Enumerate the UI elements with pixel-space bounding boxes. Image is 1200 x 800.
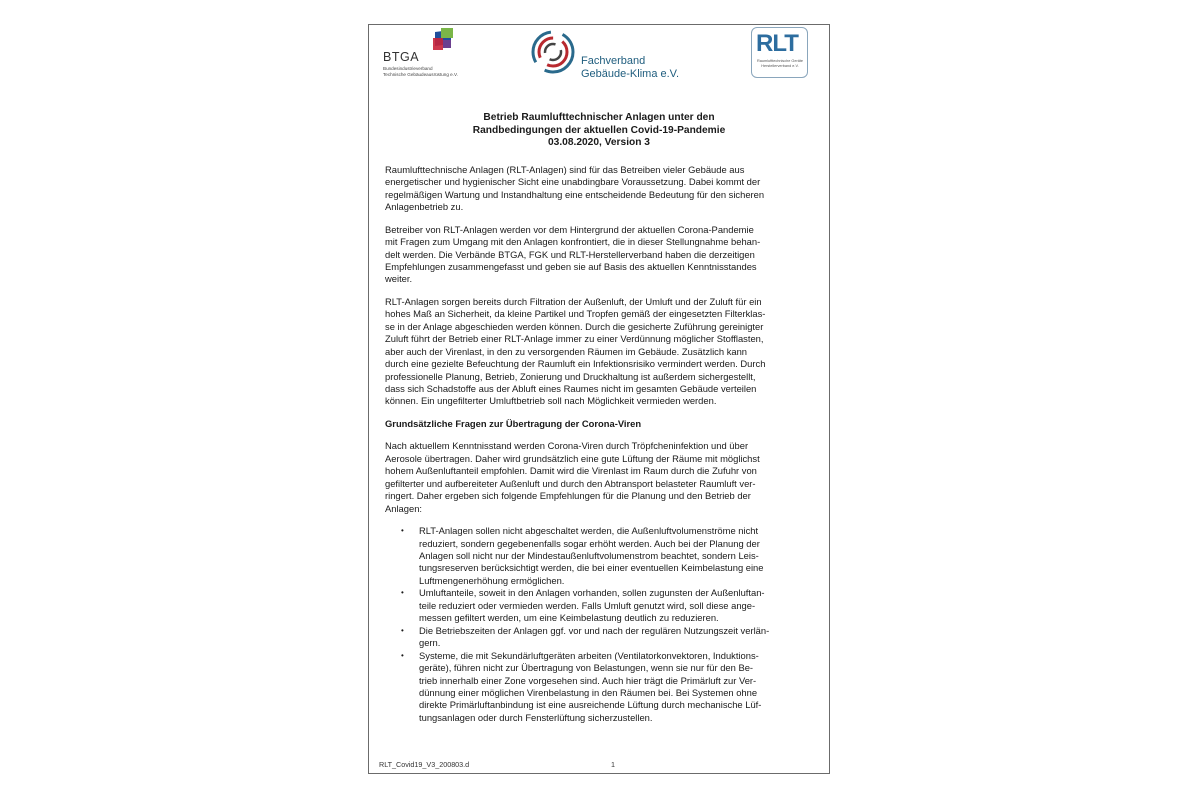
bullet-icon: • (401, 625, 404, 635)
text-line: mit Fragen zum Umgang mit den Anlagen konfrontiert, die in dieser Stellungnahme behan- (385, 236, 761, 248)
text-line: Betreiber von RLT-Anlagen werden vor dem Hintergrund der aktuellen Corona-Pandemie (385, 223, 754, 235)
text-line: Aerosole übertragen. Daher wird grundsätzlich eine gute Lüftung der Räume mit möglichst (385, 452, 760, 464)
text-line: professionelle Planung, Betrieb, Zonierung und Druckhaltung ist außerdem sichergestellt, (385, 370, 756, 382)
text-line: direkte Primärluftanbindung ist eine ausreichende Lüftung durch mechanische Lüf- (419, 699, 762, 711)
text-line: ringert. Daher ergeben sich folgende Empfehlungen für die Planung und den Betrieb der (385, 490, 751, 502)
text-line: Raumlufttechnische Anlagen (RLT-Anlagen) sind für das Betreiben vieler Gebäude aus (385, 163, 745, 175)
text-line: hohem Außenluftanteil empfohlen. Damit wird die Virenlast im Raum durch die Zufuhr von (385, 465, 757, 477)
text-line: Nach aktuellem Kenntnisstand werden Corona-Viren durch Tröpfcheninfektion und über (385, 440, 749, 452)
document-page (368, 24, 830, 774)
paragraph-transmission (385, 440, 813, 515)
fgk-name (581, 55, 679, 81)
btga-subtitle-line: Technische Gebäudeausrüstung e.V. (383, 71, 458, 77)
text-line: se in der Anlage abgeschieden werden können. Durch die gesicherte Zuführung gereinigter (385, 320, 764, 332)
fgk-swirl-icon (529, 27, 577, 77)
text-line: RLT-Anlagen sollen nicht abgeschaltet werden, die Außenluftvolumenströme nicht (419, 525, 759, 537)
text-line: Die Betriebszeiten der Anlagen ggf. vor und nach der regulären Nutzungszeit verlän- (419, 624, 770, 636)
text-line: trieb innerhalb einer Zone vorgesehen sind. Auch hier trägt die Primärluft zur Ver- (419, 674, 757, 686)
text-line: reduziert, sondern gegebenenfalls sogar erhöht werden. Auch bei der Planung der (419, 537, 760, 549)
text-line: gefilterter und aufbereiteter Außenluft und durch den Abtransport belasteter Raumluft ver- (385, 477, 756, 489)
text-line: geräte), führen nicht zur Übertragung von Belastungen, wenn sie nur für den Be- (419, 662, 754, 674)
btga-subtitle-line: Bundesindustrieverband (383, 66, 433, 71)
text-line: Anlagen: (385, 502, 423, 514)
logo-header (369, 25, 829, 95)
rlt-subtitle-line: Raumlufttechnische Geräte (756, 59, 803, 63)
rlt-logo (751, 27, 808, 78)
list-item (385, 587, 813, 624)
title-line: Betrieb Raumlufttechnischer Anlagen unter den (483, 112, 715, 123)
text-line: Anlagen soll nicht nur der Mindestaußenluftvolumenstrom beachtet, sondern Leis- (419, 550, 759, 562)
paragraph-intro (385, 164, 813, 214)
list-item (385, 525, 813, 587)
text-line: weiter. (385, 273, 413, 285)
text-line: tungsanlagen oder durch Fensterlüftung sicherzustellen. (419, 711, 653, 723)
bullet-icon: • (401, 650, 404, 660)
bullet-icon: • (401, 588, 404, 598)
text-line: durch eine gezielte Befeuchtung der Raumluft ein Infektionsrisiko vermindert werden. Durch (385, 358, 766, 370)
text-line: dass sich Schadstoffe aus der Abluft eines Raumes nicht im gesamten Gebäude verteilen (385, 383, 757, 395)
fgk-name-line2: Gebäude-Klima e.V. (581, 68, 680, 80)
text-line: energetischer und hygienischer Sicht eine unabdingbare Voraussetzung. Dabei kommt der (385, 176, 761, 188)
rlt-subtitle-line: Herstellerverband e.V. (761, 64, 799, 68)
section-heading: Grundsätzliche Fragen zur Übertragung der Corona-Viren (385, 417, 642, 429)
text-line: delt werden. Die Verbände BTGA, FGK und RLT-Herstellerverband haben die derzeitigen (385, 248, 755, 260)
text-line: dünnung einer möglichen Virenbelastung in den Räumen bei. Bei Systemen ohne (419, 687, 758, 698)
title-date-version: 03.08.2020, Version 3 (548, 137, 650, 149)
bullet-icon: • (401, 526, 404, 536)
btga-logo (383, 28, 493, 86)
fgk-logo (529, 27, 709, 83)
text-line: Zuluft führt der Betrieb einer RLT-Anlage immer zu einer Verdünnung möglicher Stofflasten, (385, 333, 764, 345)
text-line: aber auch der Virenlast, in den zu versorgenden Räumen im Gebäude. Zusätzlich kann (385, 345, 748, 357)
text-line: messen gefiltert werden, um eine Keimbelastung deutlich zu reduzieren. (419, 612, 719, 624)
text-line: Luftmengenerhöhung ermöglichen. (419, 574, 565, 586)
text-line: Systeme, die mit Sekundärluftgeräten arbeiten (Ventilatorkonvektoren, Induktions- (419, 649, 759, 661)
btga-name: BTGA (383, 50, 420, 64)
recommendation-list (385, 525, 813, 724)
list-item (385, 650, 813, 725)
fgk-name-line1: Fachverband (581, 55, 646, 67)
text-line: hohes Maß an Sicherheit, da kleine Partikel und Tropfen gemäß der eingesetzten Filterklas- (385, 308, 766, 320)
btga-mark-icon (431, 28, 455, 52)
list-item (385, 625, 813, 650)
footer-filename: RLT_Covid19_V3_200803.d (379, 760, 470, 769)
text-line: Umluftanteile, soweit in den Anlagen vorhanden, sollen zugunsten der Außenluftan- (419, 587, 765, 599)
document-body (385, 112, 813, 724)
text-line: Empfehlungen zusammengefasst und geben sie auf Basis des aktuellen Kenntnisstandes (385, 260, 757, 272)
paragraph-operators (385, 224, 813, 286)
text-line: Anlagenbetrieb zu. (385, 201, 464, 213)
text-line: tungsreserven berücksichtigt werden, die bei einer eventuellen Keimbelastung eine (419, 562, 764, 574)
text-line: RLT-Anlagen sorgen bereits durch Filtration der Außenluft, der Umluft und der Zuluft für ein (385, 295, 762, 307)
text-line: gern. (419, 637, 441, 649)
text-line: teile reduziert oder vermieden werden. Falls Umluft genutzt wird, soll diese ange- (419, 599, 756, 611)
text-line: regelmäßigen Wartung und Instandhaltung eine entscheidende Bedeutung für den sicheren (385, 188, 765, 200)
paragraph-filtration (385, 296, 813, 408)
text-line: können. Ein ungefilterter Umluftbetrieb soll nach Möglichkeit vermieden werden. (385, 395, 717, 407)
document-title (385, 112, 813, 150)
footer-page-number: 1 (611, 760, 615, 769)
title-line: Randbedingungen der aktuellen Covid-19-Pandemie (472, 124, 726, 136)
btga-subtitle (383, 66, 503, 77)
rlt-subtitle (755, 59, 805, 69)
rlt-letters: RLT (756, 30, 798, 57)
